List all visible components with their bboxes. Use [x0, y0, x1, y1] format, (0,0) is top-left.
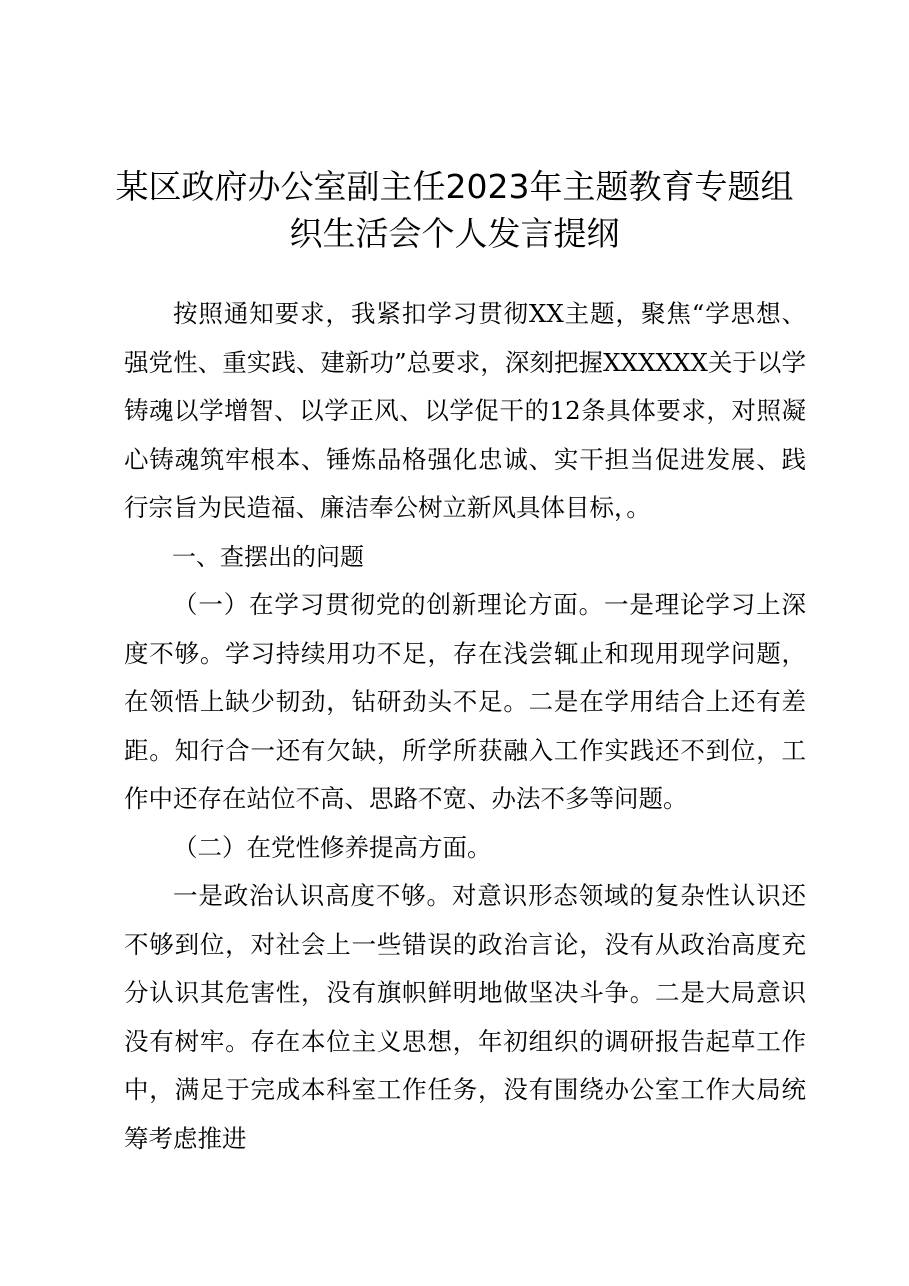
- title-line-2: 织生活会个人发言提纲: [289, 214, 620, 253]
- section-heading: 一、查摆出的问题: [172, 542, 364, 571]
- document-body: [124, 290, 806, 1163]
- title-line-1: 某区政府办公室副主任2023年主题教育专题组: [115, 167, 794, 206]
- intro-paragraph: 按照通知要求，我紧扣学习贯彻XX主题，聚焦“学思想、强党性、重实践、建新功”总要求，深刻把握XXXXXX关于以学铸魂以学增智、以学正风、以学促干的12条具体要求，对照凝心铸魂筑牢根本、锤炼品格强化忠诚、实干担当促进发展、践行宗旨为民造福、廉洁奉公树立新风具体目标，。: [124, 299, 806, 522]
- document-title: [100, 163, 809, 257]
- item-2-paragraph: 一是政治认识高度不够。对意识形态领域的复杂性认识还不够到位，对社会上一些错误的政治言论，没有从政治高度充分认识其危害性，没有旗帜鲜明地做坚决斗争。二是大局意识没有树牢。存在本位主义思想，年初组织的调研报告起草工作中，满足于完成本科室工作任务，没有围绕办公室工作大局统筹考虑推进: [124, 881, 806, 1153]
- item-2-heading: （二）在党性修养提高方面。: [173, 832, 492, 862]
- item-1-paragraph: （一）在学习贯彻党的创新理论方面。一是理论学习上深度不够。学习持续用功不足，存在浅尝辄止和现用现学问题，在领悟上缺少韧劲，钻研劲头不足。二是在学用结合上还有差距。知行合一还有欠缺，所学所获融入工作实践还不到位，工作中还存在站位不高、思路不宽、办法不多等问题。: [124, 590, 806, 813]
